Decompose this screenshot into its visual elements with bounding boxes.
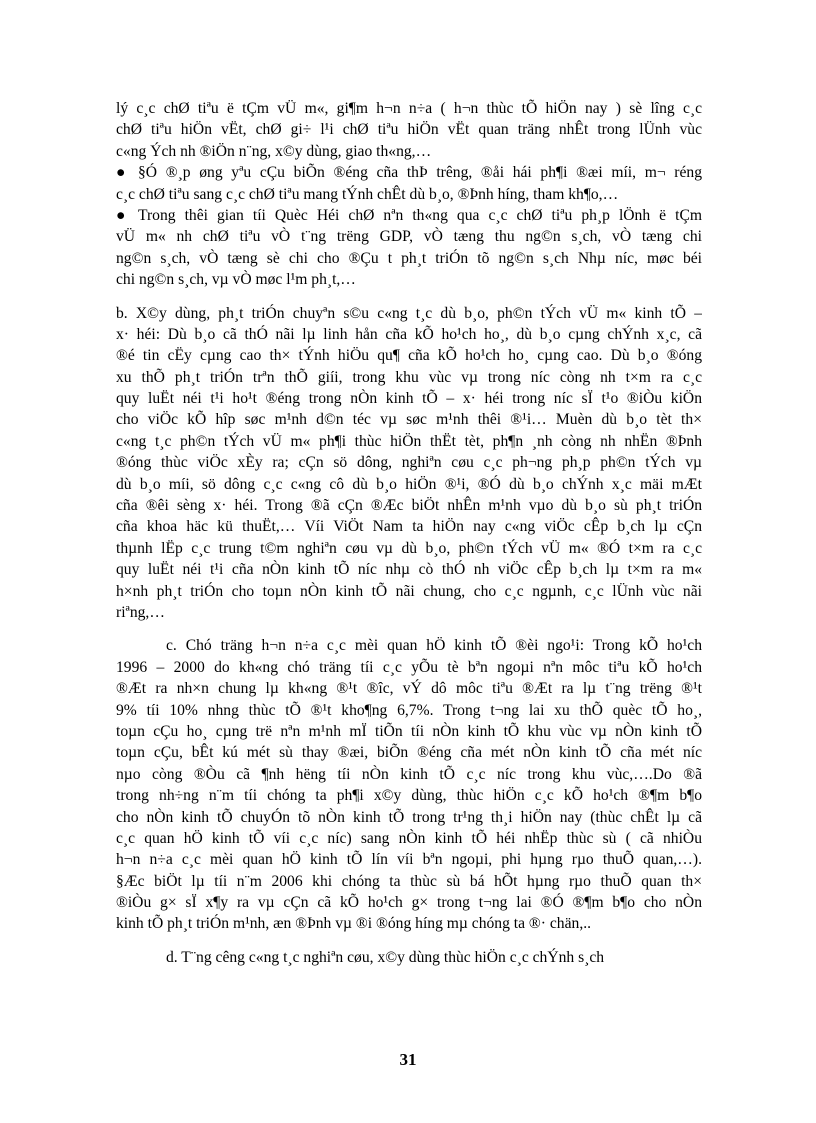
bullet-item-1 bbox=[116, 162, 702, 205]
text-line: ®é tin cËy cµng cao th× tÝnh hiÖu qu¶ cña kÕ ho¹ch ho¸ cµng cao. Dù b¸o ®óng bbox=[116, 347, 702, 365]
text-line: h¬n n÷a c¸c mèi quan hÖ kinh tÕ lín víi bªn ngoµi, phi hµng rµo thuÕ quan,…). bbox=[116, 851, 702, 869]
text-line: ®Æt ra nh×n chung lµ kh«ng ®¹t ®îc, vÝ dô môc tiªu ®Æt ra lµ t¨ng trëng ®¹t bbox=[116, 680, 702, 698]
document-body bbox=[116, 98, 702, 968]
text-line: c«ng t¸c ph©n tÝch vÜ m« ph¶i thùc hiÖn thËt tèt, ph¶n ¸nh còng nh nhËn ®Þnh bbox=[116, 432, 702, 450]
text-line: chØ tiªu hiÖn vËt, chØ gi÷ l¹i chØ tiªu hiÖn vËt quan träng nhÊt trong lÜnh vùc bbox=[116, 121, 702, 139]
text-line: ®óng thùc viÖc xÈy ra; cÇn sö dông, nghiªn cøu c¸c ph¬ng ph¸p ph©n tÝch vµ bbox=[116, 454, 702, 472]
text-line: cho nÒn kinh tÕ chuyÓn tõ nÒn kinh tÕ trong tr¹ng th¸i hiÖn nay (thùc chÊt lµ cã bbox=[116, 808, 702, 826]
text-line: toµn cÇu ho¸ cµng trë nªn m¹nh mÏ tiÕn tíi nÒn kinh tÕ khu vùc vµ nÒn kinh tÕ bbox=[116, 722, 702, 740]
paragraph-d-heading bbox=[116, 947, 702, 968]
text-line: §Æc biÖt lµ tíi n¨m 2006 khi chóng ta thùc sù bá hÕt hµng rµo thuÕ quan th× bbox=[116, 872, 702, 890]
text-line: c«ng Ých nh ®iÖn n¨ng, x©y dùng, giao th«ng,… bbox=[116, 142, 432, 160]
paragraph-b bbox=[116, 303, 702, 624]
bullet-icon: ● bbox=[116, 206, 126, 224]
text-line: cho viÖc kÕ hîp søc m¹nh d©n téc vµ søc m¹nh thêi ®¹i… Muèn dù b¸o tèt th× bbox=[116, 411, 702, 429]
text-line: cña khoa häc kü thuËt,… Víi ViÖt Nam ta hiÖn nay c«ng viÖc cÊp b¸ch lµ cÇn bbox=[116, 518, 702, 536]
bullet-item-2 bbox=[116, 205, 702, 291]
text-line: c. Chó träng h¬n n÷a c¸c mèi quan hÖ kinh tÕ ®èi ngo¹i: Trong kÕ ho¹ch bbox=[166, 637, 702, 655]
text-line: trong nh÷ng n¨m tíi chóng ta ph¶i x©y dùng, thùc hiÖn c¸c kÕ ho¹ch ®¶m b¶o bbox=[116, 787, 702, 805]
text-line: c¸c chØ tiªu sang c¸c chØ tiªu mang tÝnh chÊt dù b¸o, ®Þnh híng, tham kh¶o,… bbox=[116, 185, 619, 203]
text-line: chi ng©n s¸ch, vµ vÒ møc l¹m ph¸t,… bbox=[116, 271, 356, 289]
text-line: riªng,… bbox=[116, 603, 165, 621]
text-line: Trong thêi gian tíi Quèc Héi chØ nªn th«ng qua c¸c chØ tiªu ph¸p lÖnh ë tÇm bbox=[138, 206, 702, 224]
bullet-icon: ● bbox=[116, 164, 126, 182]
text-line: d. T¨ng cêng c«ng t¸c nghiªn cøu, x©y dùng thùc hiÖn c¸c chÝnh s¸ch bbox=[166, 948, 605, 966]
text-line: cña ®êi sèng x· héi. Trong ®ã cÇn ®Æc biÖt nhÊn m¹nh vµo dù b¸o sù ph¸t triÓn bbox=[116, 497, 702, 515]
text-line: vÜ m« nh chØ tiªu vÒ t¨ng trëng GDP, vÒ tæng thu ng©n s¸ch, vÒ tæng chi bbox=[116, 228, 702, 246]
text-line: thµnh lËp c¸c trung t©m nghiªn cøu vµ dù b¸o, ph©n tÝch vÜ m« ®Ó t×m ra c¸c bbox=[116, 539, 702, 557]
page-number: 31 bbox=[399, 1050, 417, 1069]
text-line: c¸c quan hÖ kinh tÕ víi c¸c níc) sang nÒn kinh tÕ héi nhËp thùc sù ( cã nhiÒu bbox=[116, 829, 702, 847]
text-line: dù b¸o míi, sö dông c¸c c«ng cô dù b¸o hiÖn ®¹i, ®Ó dù b¸o chÝnh x¸c mäi mÆt bbox=[116, 475, 702, 493]
text-line: quy luËt néi t¹i ho¹t ®éng trong nÒn kinh tÕ – x· héi trong níc sÏ t¹o ®iÒu kiÖn bbox=[116, 390, 702, 408]
text-line: h×nh ph¸t triÓn cho toµn nÒn kinh tÕ nãi chung, cho c¸c ngµnh, c¸c lÜnh vùc nãi bbox=[116, 582, 702, 600]
text-line: kinh tÕ ph¸t triÓn m¹nh, æn ®Þnh vµ ®i ®óng híng mµ chóng ta ®· chän,.. bbox=[116, 915, 592, 933]
text-line: toµn cÇu, bÊt kú mét sù thay ®æi, biÕn ®éng cña mét nÒn kinh tÕ cña mét níc bbox=[116, 744, 702, 762]
text-line: 9% tíi 10% nhng thùc tÕ ®¹t kho¶ng 6,7%. Trong t¬ng lai xu thÕ quèc tÕ ho¸, bbox=[116, 701, 702, 719]
text-line: quy luËt néi t¹i cña nÒn kinh tÕ níc nhµ cò thÓ nh viÖc cÊp b¸ch lµ t×m ra m« bbox=[116, 561, 702, 579]
text-line: §Ó ®¸p øng yªu cÇu biÕn ®éng cña thÞ trêng, ®åi hái ph¶i ®æi míi, m¬ réng bbox=[138, 164, 702, 182]
paragraph-a-continued bbox=[116, 98, 702, 162]
text-line: ®iÒu g× sÏ x¶y ra vµ cÇn cã kÕ ho¹ch g× trong t¬ng lai ®Ó ®¶m b¶o cho nÒn bbox=[116, 894, 702, 912]
text-line: nµo còng ®Òu cã ¶nh hëng tíi nÒn kinh tÕ c¸c níc trong khu vùc,….Do ®ã bbox=[116, 765, 702, 783]
text-line: 1996 – 2000 do kh«ng chó träng tíi c¸c yÕu tè bªn ngoµi nªn môc tiªu kÕ ho¹ch bbox=[116, 658, 702, 676]
text-line: xu thÕ ph¸t triÓn trªn thÕ giíi, trong khu vùc vµ trong níc còng nh t×m ra c¸c bbox=[116, 368, 702, 386]
text-line: lý c¸c chØ tiªu ë tÇm vÜ m«, gi¶m h¬n n÷a ( h¬n thùc tÕ hiÖn nay ) sè lîng c¸c bbox=[116, 100, 702, 117]
text-line: b. X©y dùng, ph¸t triÓn chuyªn s©u c«ng t¸c dù b¸o, ph©n tÝch vÜ m« kinh tÕ – bbox=[116, 304, 702, 322]
text-line: ng©n s¸ch, vÒ tæng sè chi cho ®Çu t ph¸t triÓn tõ ng©n s¸ch Nhµ níc, møc béi bbox=[116, 249, 702, 267]
text-line: x· héi: Dù b¸o cã thÓ nãi lµ linh hån cña kÕ ho¹ch ho¸, dù b¸o cµng chÝnh x¸c, cã bbox=[116, 325, 702, 343]
paragraph-c bbox=[116, 635, 702, 934]
